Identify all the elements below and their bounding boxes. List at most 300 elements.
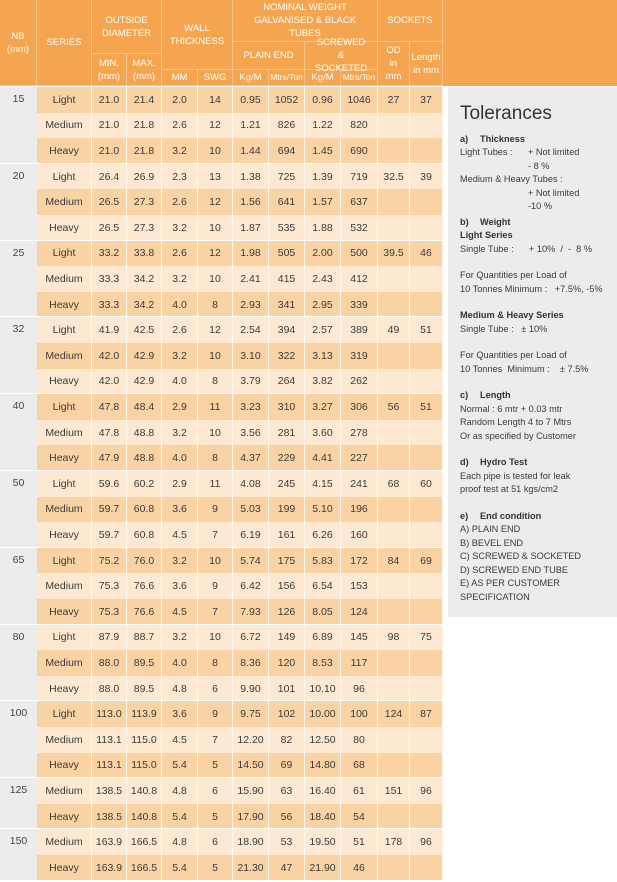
cell-swg: 5 (198, 753, 233, 779)
table-row (37, 471, 443, 497)
cell-ss-mt: 719 (341, 164, 378, 190)
weight-light-heading: Light Series (460, 230, 513, 240)
cell-series: Light (37, 241, 92, 267)
table-row (37, 676, 443, 702)
cell-mm: 2.0 (162, 87, 198, 113)
cell-sock-od (378, 676, 410, 702)
hydro-line1: Each pipe is tested for leak (460, 470, 571, 481)
cell-mm: 3.2 (162, 215, 198, 241)
cell-pe-kgm: 2.93 (233, 292, 269, 318)
cell-ss-mt: 46 (341, 855, 378, 881)
cell-sock-od (378, 189, 410, 215)
cell-pe-kgm: 2.54 (233, 317, 269, 343)
cell-sock-len (410, 420, 443, 446)
cell-min: 88.0 (92, 676, 127, 702)
thickness-mh-minus: -10 % (528, 201, 553, 211)
nb-value: 20 (12, 169, 25, 182)
tolerances-panel (448, 87, 617, 617)
cell-min: 26.4 (92, 164, 127, 190)
cell-mm: 4.8 (162, 676, 198, 702)
cell-min: 47.9 (92, 445, 127, 471)
cell-ss-mt: 262 (341, 369, 378, 395)
length-line3: Or as specified by Customer (460, 430, 576, 441)
cell-sock-len (410, 215, 443, 241)
cell-min: 33.3 (92, 266, 127, 292)
cell-pe-kgm: 17.90 (233, 804, 269, 830)
cell-max: 115.0 (127, 727, 162, 753)
cell-sock-od: 32.5 (378, 164, 410, 190)
cell-sock-od (378, 804, 410, 830)
end-item: D) SCREWED END TUBE (460, 564, 569, 575)
cell-swg: 10 (198, 548, 233, 574)
cell-sock-len (410, 522, 443, 548)
cell-series: Heavy (37, 804, 92, 830)
cell-min: 21.0 (92, 138, 127, 164)
cell-pe-kgm: 3.23 (233, 394, 269, 420)
cell-ss-kgm: 6.89 (305, 625, 341, 651)
cell-ss-kgm: 5.83 (305, 548, 341, 574)
cell-min: 47.8 (92, 394, 127, 420)
cell-swg: 14 (198, 87, 233, 113)
cell-sock-len (410, 753, 443, 779)
cell-min: 33.3 (92, 292, 127, 318)
cell-sock-od (378, 573, 410, 599)
cell-sock-len (410, 189, 443, 215)
cell-ss-mt: 278 (341, 420, 378, 446)
cell-swg: 7 (198, 522, 233, 548)
cell-ss-kgm: 8.53 (305, 650, 341, 676)
cell-ss-mt: 389 (341, 317, 378, 343)
cell-sock-od (378, 650, 410, 676)
cell-pe-kgm: 9.75 (233, 701, 269, 727)
cell-series: Heavy (37, 855, 92, 881)
cell-mm: 3.2 (162, 266, 198, 292)
cell-series: Heavy (37, 445, 92, 471)
col-ss-kgm: Kg/M (305, 70, 341, 86)
cell-pe-kgm: 6.42 (233, 573, 269, 599)
cell-swg: 10 (198, 420, 233, 446)
cell-ss-mt: 100 (341, 701, 378, 727)
cell-pe-kgm: 7.93 (233, 599, 269, 625)
cell-min: 113.1 (92, 727, 127, 753)
nb-value: 15 (12, 93, 25, 105)
cell-swg: 12 (198, 241, 233, 267)
cell-max: 76.6 (127, 599, 162, 625)
cell-ss-kgm: 6.54 (305, 573, 341, 599)
cell-max: 115.0 (127, 753, 162, 779)
thickness-mh-plus: + Not limited (528, 187, 580, 198)
table-row (37, 215, 443, 241)
cell-sock-od: 178 (378, 829, 410, 855)
cell-series: Light (37, 317, 92, 343)
cell-min: 21.0 (92, 87, 127, 113)
cell-swg: 11 (198, 471, 233, 497)
cell-sock-od (378, 138, 410, 164)
cell-swg: 5 (198, 855, 233, 881)
weight-mh-qty1: For Quantities per Load of (460, 350, 567, 360)
cell-max: 42.9 (127, 343, 162, 369)
cell-ss-kgm: 19.50 (305, 829, 341, 855)
end-heading: e) End condition (460, 510, 542, 521)
cell-max: 26.9 (127, 164, 162, 190)
col-socket-od: OD in mm (378, 42, 410, 86)
length-heading: c) Length (460, 390, 511, 400)
cell-ss-mt: 319 (341, 343, 378, 369)
cell-min: 42.0 (92, 343, 127, 369)
cell-sock-len (410, 650, 443, 676)
cell-ss-mt: 412 (341, 266, 378, 292)
cell-max: 89.5 (127, 676, 162, 702)
cell-swg: 8 (198, 445, 233, 471)
cell-series: Heavy (37, 369, 92, 395)
cell-swg: 10 (198, 625, 233, 651)
cell-max: 60.8 (127, 497, 162, 523)
cell-sock-od (378, 420, 410, 446)
cell-min: 59.7 (92, 522, 127, 548)
cell-max: 21.4 (127, 87, 162, 113)
cell-max: 27.3 (127, 215, 162, 241)
cell-series: Heavy (37, 676, 92, 702)
cell-ss-mt: 153 (341, 573, 378, 599)
cell-sock-od (378, 292, 410, 318)
table-row (37, 87, 443, 113)
cell-sock-len: 37 (410, 87, 443, 113)
cell-swg: 12 (198, 317, 233, 343)
cell-ss-kgm: 18.40 (305, 804, 341, 830)
cell-pe-kgm: 12.20 (233, 727, 269, 753)
cell-series: Heavy (37, 292, 92, 318)
table-row (37, 164, 443, 190)
cell-sock-len (410, 497, 443, 523)
cell-sock-len: 69 (410, 548, 443, 574)
cell-sock-od (378, 343, 410, 369)
col-screwed-socketed: SCREWED & SOCKETED (305, 42, 378, 70)
cell-pe-kgm: 15.90 (233, 778, 269, 804)
cell-pe-mt: 82 (269, 727, 305, 753)
cell-mm: 4.0 (162, 445, 198, 471)
cell-ss-mt: 820 (341, 113, 378, 139)
cell-sock-len (410, 369, 443, 395)
col-pe-mtrs-ton: Mtrs/Ton (269, 70, 305, 86)
cell-sock-od: 68 (378, 471, 410, 497)
cell-max: 76.6 (127, 573, 162, 599)
end-item: E) AS PER CUSTOMER SPECIFICATION (460, 578, 560, 602)
cell-max: 48.8 (127, 420, 162, 446)
cell-ss-kgm: 14.80 (305, 753, 341, 779)
col-nb: NB (mm) (0, 0, 37, 86)
cell-ss-mt: 227 (341, 445, 378, 471)
cell-ss-kgm: 1.57 (305, 189, 341, 215)
cell-sock-od: 151 (378, 778, 410, 804)
cell-pe-mt: 126 (269, 599, 305, 625)
cell-swg: 11 (198, 394, 233, 420)
cell-series: Medium (37, 189, 92, 215)
cell-mm: 4.8 (162, 778, 198, 804)
cell-ss-mt: 80 (341, 727, 378, 753)
cell-ss-kgm: 1.88 (305, 215, 341, 241)
cell-ss-kgm: 0.96 (305, 87, 341, 113)
cell-ss-kgm: 4.15 (305, 471, 341, 497)
cell-min: 59.7 (92, 497, 127, 523)
weight-mh-heading: Medium & Heavy Series (460, 310, 564, 320)
table-row (37, 138, 443, 164)
cell-swg: 7 (198, 727, 233, 753)
cell-pe-mt: 394 (269, 317, 305, 343)
cell-ss-kgm: 2.00 (305, 241, 341, 267)
cell-max: 42.9 (127, 369, 162, 395)
cell-swg: 10 (198, 215, 233, 241)
cell-pe-kgm: 18.90 (233, 829, 269, 855)
cell-series: Light (37, 164, 92, 190)
cell-swg: 10 (198, 138, 233, 164)
cell-series: Heavy (37, 599, 92, 625)
cell-ss-mt: 145 (341, 625, 378, 651)
cell-pe-mt: 725 (269, 164, 305, 190)
cell-pe-mt: 641 (269, 189, 305, 215)
nb-value: 50 (12, 477, 25, 489)
cell-mm: 3.2 (162, 548, 198, 574)
cell-series: Light (37, 394, 92, 420)
cell-sock-od (378, 855, 410, 881)
cell-min: 26.5 (92, 189, 127, 215)
table-row (37, 548, 443, 574)
cell-sock-od (378, 497, 410, 523)
cell-sock-len (410, 599, 443, 625)
table-row (37, 599, 443, 625)
cell-series: Medium (37, 778, 92, 804)
weight-light-qty2: 10 Tonnes Minimum : +7.5%, -5% (460, 283, 603, 294)
table-row (37, 701, 443, 727)
cell-series: Heavy (37, 753, 92, 779)
cell-max: 166.5 (127, 829, 162, 855)
cell-max: 21.8 (127, 113, 162, 139)
cell-max: 48.8 (127, 445, 162, 471)
cell-swg: 8 (198, 369, 233, 395)
cell-ss-kgm: 3.82 (305, 369, 341, 395)
cell-ss-mt: 339 (341, 292, 378, 318)
cell-min: 41.9 (92, 317, 127, 343)
length-line1: Normal : 6 mtr + 0.03 mtr (460, 403, 563, 414)
cell-min: 21.0 (92, 113, 127, 139)
nb-value: 32 (12, 323, 25, 336)
table-row (37, 317, 443, 343)
cell-pe-mt: 415 (269, 266, 305, 292)
nb-value: 40 (12, 400, 25, 413)
cell-ss-mt: 637 (341, 189, 378, 215)
cell-mm: 2.9 (162, 471, 198, 497)
cell-min: 88.0 (92, 650, 127, 676)
cell-pe-mt: 102 (269, 701, 305, 727)
cell-max: 60.2 (127, 471, 162, 497)
cell-sock-od (378, 753, 410, 779)
table-header (0, 0, 617, 86)
cell-ss-mt: 532 (341, 215, 378, 241)
end-item: B) BEVEL END (460, 537, 523, 548)
nb-value: 100 (9, 707, 28, 720)
cell-sock-len: 75 (410, 625, 443, 651)
cell-ss-kgm: 12.50 (305, 727, 341, 753)
cell-sock-len (410, 855, 443, 881)
weight-heading: b) Weight (460, 216, 511, 227)
table-row (37, 445, 443, 471)
table-row (37, 189, 443, 215)
cell-sock-len: 96 (410, 778, 443, 804)
col-ss-mtrs-ton: Mtrs/Ton (341, 70, 378, 86)
cell-min: 163.9 (92, 855, 127, 881)
cell-mm: 4.5 (162, 522, 198, 548)
cell-max: 76.0 (127, 548, 162, 574)
cell-ss-kgm: 3.13 (305, 343, 341, 369)
thickness-light: Light Tubes : + Not limited (460, 147, 580, 157)
cell-pe-kgm: 5.74 (233, 548, 269, 574)
cell-sock-len (410, 292, 443, 318)
cell-sock-od: 56 (378, 394, 410, 420)
cell-ss-kgm: 2.95 (305, 292, 341, 318)
cell-mm: 5.4 (162, 804, 198, 830)
table-row (37, 343, 443, 369)
cell-max: 166.5 (127, 855, 162, 881)
cell-ss-mt: 124 (341, 599, 378, 625)
cell-swg: 6 (198, 778, 233, 804)
cell-min: 75.2 (92, 548, 127, 574)
col-series: SERIES (37, 0, 92, 86)
table-row (37, 292, 443, 318)
cell-swg: 12 (198, 189, 233, 215)
cell-swg: 12 (198, 113, 233, 139)
cell-pe-mt: 156 (269, 573, 305, 599)
cell-sock-od: 124 (378, 701, 410, 727)
col-wt-mm: MM (162, 70, 198, 86)
cell-series: Light (37, 87, 92, 113)
cell-mm: 4.8 (162, 829, 198, 855)
cell-min: 75.3 (92, 573, 127, 599)
cell-series: Medium (37, 573, 92, 599)
cell-series: Medium (37, 266, 92, 292)
cell-mm: 5.4 (162, 753, 198, 779)
cell-series: Medium (37, 113, 92, 139)
cell-ss-mt: 54 (341, 804, 378, 830)
nb-value: 80 (12, 630, 25, 643)
cell-pe-kgm: 6.72 (233, 625, 269, 651)
cell-sock-len: 51 (410, 317, 443, 343)
cell-sock-len (410, 138, 443, 164)
cell-pe-kgm: 4.08 (233, 471, 269, 497)
cell-sock-len (410, 804, 443, 830)
cell-max: 113.9 (127, 701, 162, 727)
cell-series: Medium (37, 343, 92, 369)
cell-swg: 8 (198, 292, 233, 318)
cell-sock-len (410, 573, 443, 599)
cell-max: 48.4 (127, 394, 162, 420)
table-row (37, 420, 443, 446)
cell-pe-kgm: 3.56 (233, 420, 269, 446)
cell-max: 42.5 (127, 317, 162, 343)
cell-sock-od (378, 113, 410, 139)
cell-pe-mt: 149 (269, 625, 305, 651)
thickness-heading: a) Thickness (460, 133, 525, 144)
cell-swg: 9 (198, 497, 233, 523)
col-od-max: MAX. (mm) (127, 54, 162, 86)
cell-pe-kgm: 1.87 (233, 215, 269, 241)
nb-value: 125 (9, 784, 28, 797)
cell-pe-mt: 694 (269, 138, 305, 164)
cell-sock-len: 46 (410, 241, 443, 267)
cell-ss-kgm: 1.22 (305, 113, 341, 139)
cell-sock-len: 39 (410, 164, 443, 190)
cell-pe-mt: 53 (269, 829, 305, 855)
cell-sock-len: 87 (410, 701, 443, 727)
cell-pe-kgm: 3.10 (233, 343, 269, 369)
cell-sock-len (410, 676, 443, 702)
table-row (37, 522, 443, 548)
cell-ss-mt: 690 (341, 138, 378, 164)
table-row (37, 266, 443, 292)
cell-series: Light (37, 701, 92, 727)
cell-series: Medium (37, 420, 92, 446)
table-row (37, 625, 443, 651)
cell-sock-len: 51 (410, 394, 443, 420)
cell-ss-mt: 51 (341, 829, 378, 855)
cell-sock-od (378, 445, 410, 471)
col-wt-swg: SWG (198, 70, 233, 86)
cell-pe-kgm: 6.19 (233, 522, 269, 548)
table-row (37, 727, 443, 753)
cell-ss-kgm: 1.39 (305, 164, 341, 190)
cell-series: Medium (37, 727, 92, 753)
cell-pe-mt: 161 (269, 522, 305, 548)
cell-mm: 2.6 (162, 241, 198, 267)
cell-min: 47.8 (92, 420, 127, 446)
cell-max: 27.3 (127, 189, 162, 215)
cell-pe-mt: 535 (269, 215, 305, 241)
cell-ss-kgm: 2.43 (305, 266, 341, 292)
hydro-line2: proof test at 51 kgs/cm2 (460, 484, 559, 494)
cell-max: 60.8 (127, 522, 162, 548)
thickness-mh-label: Medium & Heavy Tubes : (460, 174, 563, 184)
col-plain-end: PLAIN END (233, 42, 305, 70)
cell-mm: 3.2 (162, 625, 198, 651)
table-row (37, 753, 443, 779)
cell-mm: 3.6 (162, 497, 198, 523)
cell-sock-len (410, 266, 443, 292)
cell-series: Medium (37, 497, 92, 523)
cell-max: 34.2 (127, 292, 162, 318)
table-row (37, 573, 443, 599)
cell-mm: 3.6 (162, 701, 198, 727)
cell-swg: 13 (198, 164, 233, 190)
weight-light-qty1: For Quantities per Load of (460, 270, 567, 280)
cell-series: Heavy (37, 522, 92, 548)
cell-ss-mt: 160 (341, 522, 378, 548)
cell-mm: 4.0 (162, 292, 198, 318)
cell-sock-od: 39.5 (378, 241, 410, 267)
cell-min: 26.5 (92, 215, 127, 241)
cell-pe-mt: 101 (269, 676, 305, 702)
table-row (37, 804, 443, 830)
cell-pe-mt: 245 (269, 471, 305, 497)
cell-ss-mt: 241 (341, 471, 378, 497)
cell-pe-kgm: 3.79 (233, 369, 269, 395)
cell-min: 113.0 (92, 701, 127, 727)
cell-min: 75.3 (92, 599, 127, 625)
cell-min: 138.5 (92, 804, 127, 830)
cell-ss-kgm: 3.60 (305, 420, 341, 446)
cell-pe-kgm: 8.36 (233, 650, 269, 676)
cell-ss-mt: 306 (341, 394, 378, 420)
cell-sock-od (378, 522, 410, 548)
cell-max: 140.8 (127, 778, 162, 804)
nb-value: 25 (12, 246, 25, 259)
